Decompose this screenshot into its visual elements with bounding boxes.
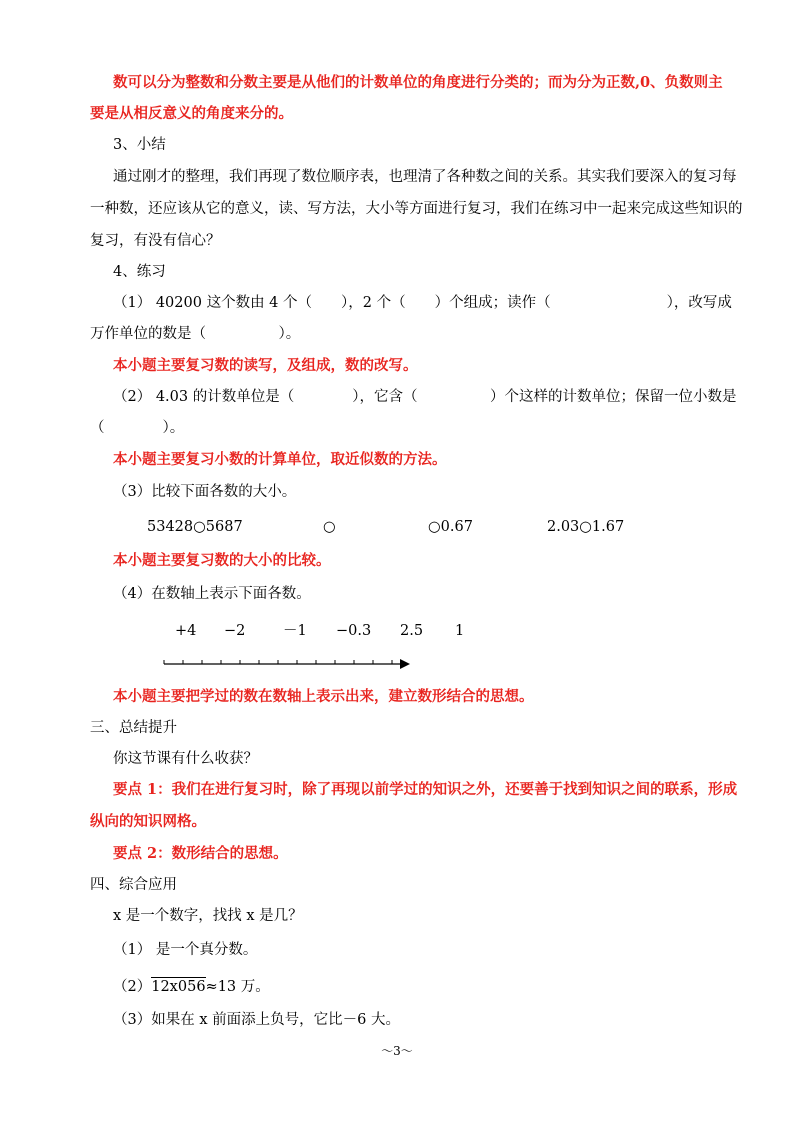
exercise-line <box>113 977 270 997</box>
exercise-line: （3）如果在 x 前面添上负号，它比－6 大。 <box>113 1012 400 1028</box>
note-line: 本小题主要把学过的数在数轴上表示出来，建立数形结合的思想。 <box>113 688 534 705</box>
axis-number: +4 <box>175 623 197 639</box>
key-point: 纵向的知识网格。 <box>90 813 206 830</box>
exercise-line: （1） 40200 这个数由 4 个（ ），2 个（ ）个组成；读作（ ），改写成 <box>113 295 732 311</box>
compare-item: 2.03○1.67 <box>547 519 625 535</box>
note-line: 本小题主要复习数的大小的比较。 <box>113 552 331 569</box>
section-heading: 3、小结 <box>113 137 166 153</box>
axis-number: −0.3 <box>336 623 372 639</box>
text-line: 要是从相反意义的角度来分的。 <box>90 105 293 122</box>
exercise-line: （1） 是一个真分数。 <box>113 942 258 958</box>
exercise-line: （4）在数轴上表示下面各数。 <box>113 586 311 602</box>
exercise-line: （3）比较下面各数的大小。 <box>113 484 297 500</box>
axis-number: −2 <box>224 623 246 639</box>
text-line: 通过刚才的整理，我们再现了数位顺序表，也理清了各种数之间的关系。其实我们要深入的复习每 <box>113 169 737 185</box>
text-line: 数可以分为整数和分数主要是从他们的计数单位的角度进行分类的；而为分为正数,0、负数则主 <box>113 74 723 91</box>
axis-number: －1 <box>283 623 307 639</box>
note-line: 本小题主要复习数的读写，及组成，数的改写。 <box>113 357 418 374</box>
exercise-number: （2） <box>113 979 152 995</box>
exercise-line: （2） 4.03 的计数单位是（ ），它含（ ）个这样的计数单位；保留一位小数是 <box>113 389 737 405</box>
axis-number: 2.5 <box>400 623 424 639</box>
overlined-number: 12x056 <box>151 979 206 995</box>
number-line-arrow <box>400 659 410 669</box>
exercise-line: （ ）。 <box>90 420 185 436</box>
text-line: 复习，有没有信心？ <box>90 233 221 249</box>
section-heading: 4、练习 <box>113 264 166 280</box>
key-point: 要点 1：我们在进行复习时，除了再现以前学过的知识之外，还要善于找到知识之间的联系，形成 <box>113 781 738 798</box>
note-line: 本小题主要复习小数的计算单位，取近似数的方法。 <box>113 451 447 468</box>
exercise-line: 万作单位的数是（ ）。 <box>90 326 301 342</box>
compare-item: ○ <box>323 519 336 535</box>
axis-number: 1 <box>455 623 465 639</box>
key-point: 要点 2：数形结合的思想。 <box>113 845 288 862</box>
page-number: ～3～ <box>381 1044 413 1058</box>
text-line: 你这节课有什么收获？ <box>113 751 258 767</box>
section-heading: 四、综合应用 <box>90 877 177 893</box>
section-heading: 三、总结提升 <box>90 720 177 736</box>
text-line: 一种数，还应该从它的意义，读、写方法，大小等方面进行复习，我们在练习中一起来完成这些知识的 <box>90 201 743 217</box>
number-line <box>160 652 420 676</box>
compare-item: ○0.67 <box>428 519 473 535</box>
exercise-tail: ≈13 万。 <box>205 979 270 995</box>
compare-item: 53428○5687 <box>147 519 243 535</box>
text-line: x 是一个数字，找找 x 是几？ <box>113 908 303 924</box>
